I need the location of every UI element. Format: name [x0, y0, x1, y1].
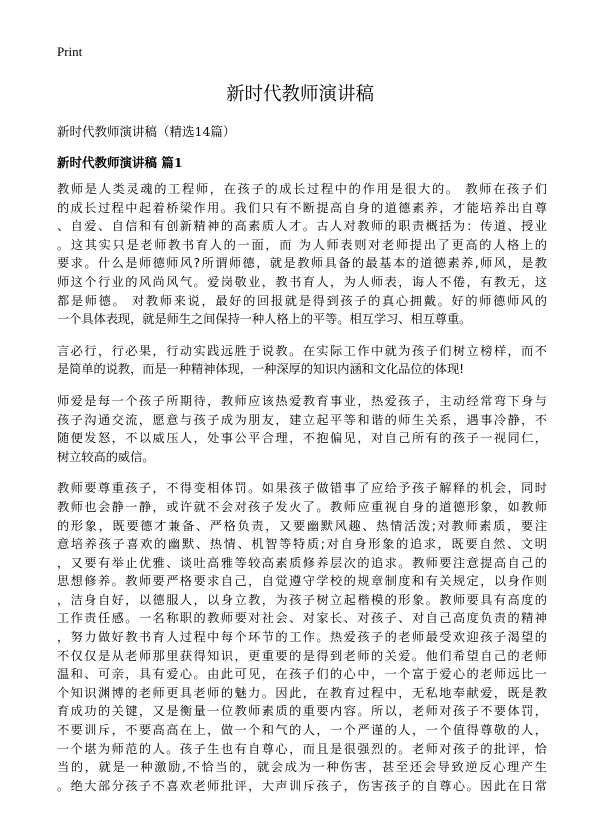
text-line: 树立较高的威信。	[57, 449, 155, 464]
text-line: 教师也会静一静，或许就不会对孩子发火了。教师应重视自身的道德形象，如教师	[57, 499, 547, 514]
text-line: 孩子沟通交流，愿意与孩子成为朋友，建立起平等和谐的师生关系，遇事冷静，不	[57, 412, 547, 427]
text-line: 不仅仅是从老师那里获得知识，更重要的是得到老师的关爱。他们希望自己的老师	[57, 648, 547, 663]
document-subtitle: 新时代教师演讲稿（精选14篇）	[57, 124, 236, 139]
text-line: 师爱是每一个孩子所期待，教师应该热爱教育事业，热爱孩子，主动经常弯下身与	[57, 393, 547, 408]
print-label: Print	[57, 44, 83, 59]
text-line: 言必行，行必果，行动实践远胜于说教。在实际工作中就为孩子们树立榜样，而不	[57, 343, 547, 358]
text-line: 师这个行业的风尚风气。爱岗敬业，教书育人，为人师表，诲人不倦，有教无，这	[57, 274, 547, 289]
paragraph	[57, 180, 547, 329]
text-line: 。绝大部分孩子不喜欢老师批评，大声训斥孩子，伤害孩子的自尊心。因此在日常	[57, 778, 547, 793]
paragraph	[57, 342, 547, 379]
text-line: 。这其实只是老师教书育人的一面，而 为人师表则对老师提出了更高的人格上的	[57, 237, 547, 252]
text-line: 随便发怒，不以威压人，处事公平合理，不抱偏见，对自己所有的孩子一视同仁，	[57, 431, 547, 446]
text-line: 的形象，既要德才兼备、严格负责，又要幽默风趣、热情活泼;对教师素质，要注	[57, 518, 547, 533]
paragraph	[57, 479, 547, 795]
text-line: ，洁身自好，以德服人，以身立教，为孩子树立起楷模的形象。教师要具有高度的	[57, 592, 547, 607]
text-line: 的成长过程中起着桥梁作用。我们只有不断提高自身的道德素养，才能培养出自尊	[57, 200, 547, 215]
paragraph	[57, 392, 547, 466]
text-line: 一个堪为师范的人。孩子生也有自尊心，而且是很强烈的。老师对孩子的批评，恰	[57, 741, 547, 756]
text-line: 一个具体表现，就是师生之间保持一种人格上的平等。相互学习、相互尊重。	[57, 312, 472, 327]
text-line: 当的，就是一种激励,不恰当的，就会成为一种伤害，甚至还会导致逆反心理产生	[57, 760, 547, 775]
text-line: ，又要有举止优雅、谈吐高雅等较高素质修养层次的追求。教师要注意提高自己的	[57, 555, 547, 570]
text-line: 是简单的说教，而是一种精神体现，一种深厚的知识内涵和文化品位的体现!	[57, 362, 465, 377]
text-line: 育成功的关键，又是衡量一位教师素质的重要内容。所以，老师对孩子不要体罚，	[57, 704, 547, 719]
section-heading: 新时代教师演讲稿 篇1	[57, 155, 183, 170]
text-line: 、自爱、自信和有创新精神的高素质人才。古人对教师的职责概括为：传道、授业	[57, 219, 547, 234]
text-line: 教师要尊重孩子，不得变相体罚。如果孩子做错事了应给予孩子解释的机会，同时	[57, 481, 547, 496]
text-line: 温和、可亲，具有爱心。由此可见，在孩子们的心中，一个富于爱心的老师远比一	[57, 667, 547, 682]
document-title: 新时代教师演讲稿	[225, 84, 374, 105]
text-line: 不要训斥，不要高高在上，做一个和气的人，一个严谨的人，一个值得尊敬的人，	[57, 723, 547, 738]
text-line: 工作责任感。一名称职的教师要对社会、对家长、对孩子、对自己高度负责的精神	[57, 611, 547, 626]
text-line: 都是师德。 对教师来说，最好的回报就是得到孩子的真心拥戴。好的师德师风的	[57, 293, 547, 308]
text-line: 教师是人类灵魂的工程师，在孩子的成长过程中的作用是很大的。 教师在孩子们	[57, 182, 547, 196]
text-line: 意培养孩子喜欢的幽默、热情、机智等特质;对自身形象的追求，既要自然、文明	[57, 537, 547, 552]
document-body	[57, 180, 547, 808]
text-line: ，努力做好教书育人过程中每个环节的工作。热爱孩子的老师最受欢迎孩子渴望的	[57, 630, 547, 645]
text-line: 个知识渊博的老师更具老师的魅力。因此，在教育过程中，无私地奉献爱，既是教	[57, 685, 547, 700]
text-line: 思想修养。教师要严格要求自己，自觉遵守学校的规章制度和有关规定，以身作则	[57, 574, 547, 589]
text-line: 要求。什么是师德师风?所谓师德，就是教师具备的最基本的道德素养,师风，是教	[57, 256, 547, 271]
